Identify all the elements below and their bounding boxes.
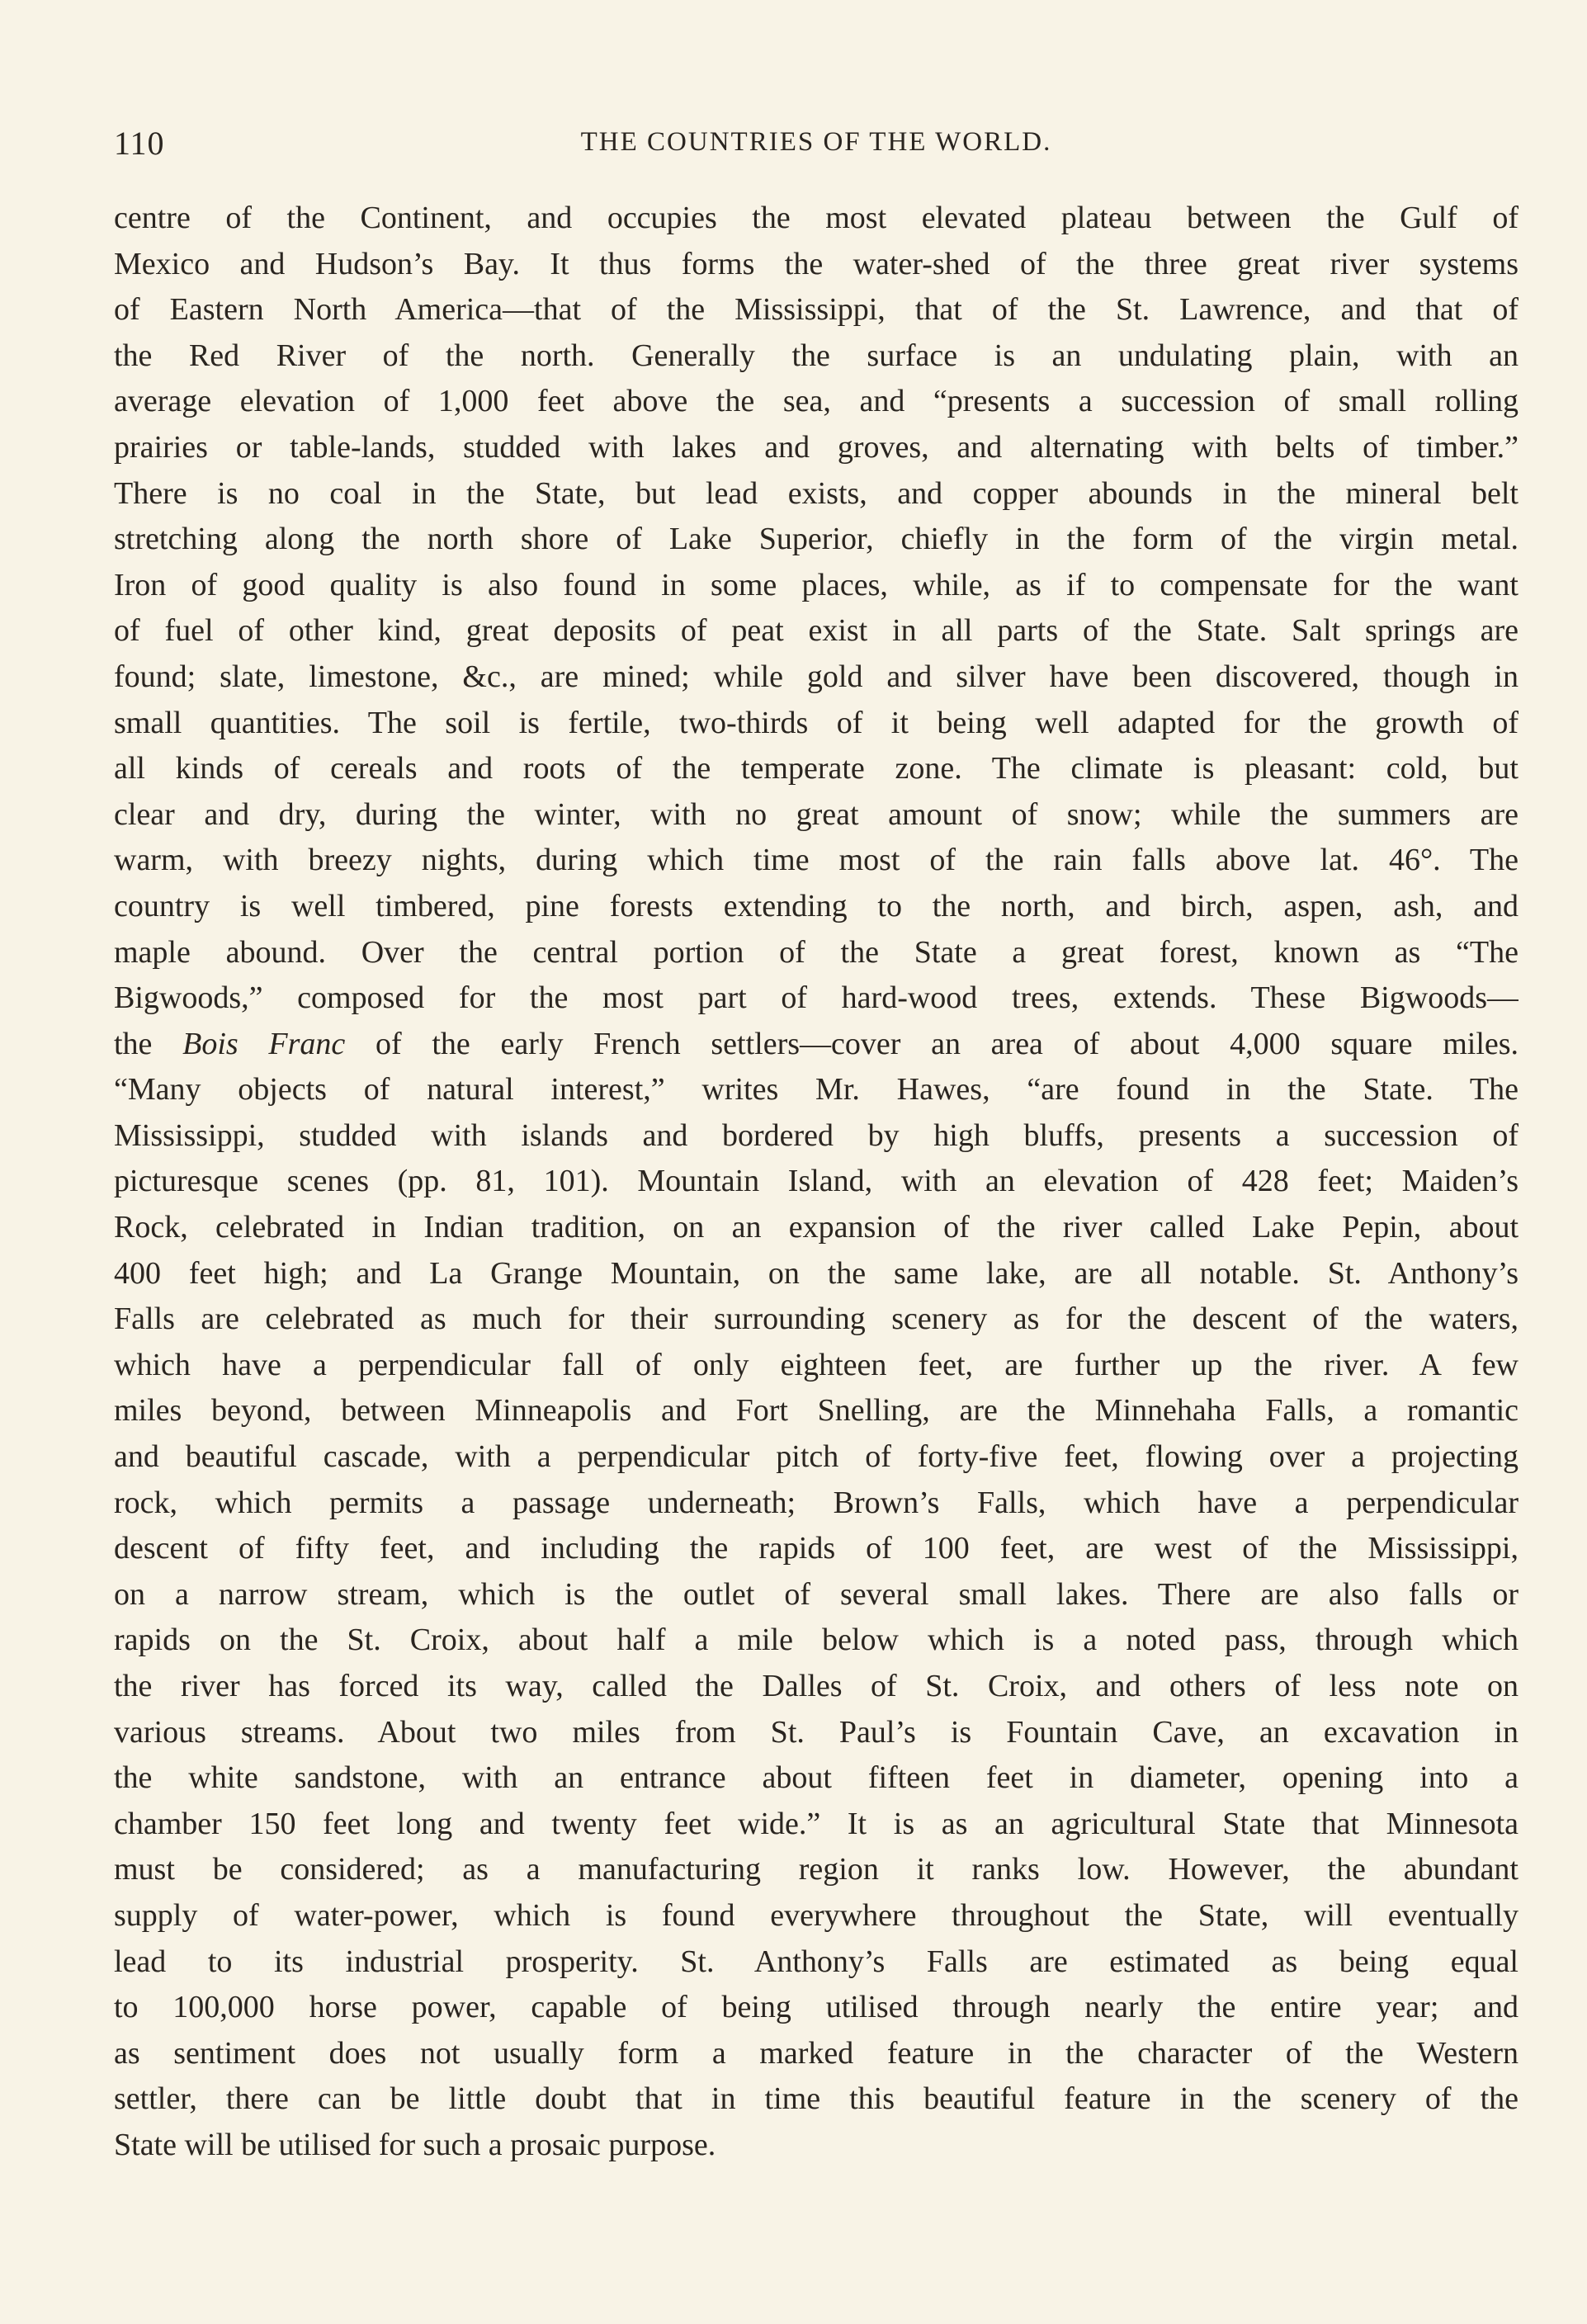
- text-line: Falls are celebrated as much for their surrounding scenery as for the descent of the waters,: [114, 1301, 1519, 1337]
- text-line: various streams. About two miles from St. Paul’s is Fountain Cave, an excavation in: [114, 1714, 1519, 1750]
- text-line: which have a perpendicular fall of only eighteen feet, are further up the river. A few: [114, 1347, 1519, 1382]
- text-line: Rock, celebrated in Indian tradition, on an expansion of the river called Lake Pepin, about: [114, 1210, 1519, 1245]
- text-line: lead to its industrial prosperity. St. Anthony’s Falls are estimated as being equal: [114, 1944, 1519, 1979]
- text-line: picturesque scenes (pp. 81, 101). Mountain Island, with an elevation of 428 feet; Maiden’s: [114, 1164, 1519, 1199]
- text-line: small quantities. The soil is fertile, two-thirds of it being well adapted for the growth of: [114, 705, 1519, 740]
- text-line-with-italic: [114, 1022, 1519, 1068]
- text-line: rapids on the St. Croix, about half a mile below which is a noted pass, through which: [114, 1623, 1519, 1658]
- text-line: settler, there can be little doubt that in time this beautiful feature in the scenery of the: [114, 2081, 1519, 2117]
- running-head: [114, 124, 1519, 165]
- text-line: There is no coal in the State, but lead exists, and copper abounds in the mineral belt: [114, 475, 1519, 511]
- line-start: the: [114, 1026, 153, 1061]
- text-line: stretching along the north shore of Lake Superior, chiefly in the form of the virgin metal.: [114, 522, 1519, 557]
- text-line: prairies or table-lands, studded with lakes and groves, and alternating with belts of timber.”: [114, 429, 1519, 465]
- text-line: centre of the Continent, and occupies the most elevated plateau between the Gulf of: [114, 201, 1519, 235]
- text-line: clear and dry, during the winter, with no great amount of snow; while the summers are: [114, 796, 1519, 832]
- running-title: THE COUNTRIES OF THE WORLD.: [580, 127, 1052, 157]
- text-line: miles beyond, between Minneapolis and Fort Snelling, are the Minnehaha Falls, a romantic: [114, 1393, 1519, 1429]
- text-line: average elevation of 1,000 feet above the sea, and “presents a succession of small rolling: [114, 384, 1519, 419]
- page-number: 110: [114, 125, 165, 162]
- text-line: of Eastern North America—that of the Mississippi, that of the St. Lawrence, and that of: [114, 292, 1519, 328]
- text-line: descent of fifty feet, and including the rapids of 100 feet, are west of the Mississippi,: [114, 1531, 1519, 1566]
- text-line: of fuel of other kind, great deposits of peat exist in all parts of the State. Salt springs are: [114, 613, 1519, 649]
- text-line: maple abound. Over the central portion of the State a great forest, known as “The: [114, 934, 1519, 970]
- text-line: and beautiful cascade, with a perpendicular pitch of forty-five feet, flowing over a projecting: [114, 1439, 1519, 1475]
- text-line: Iron of good quality is also found in some places, while, as if to compensate for the want: [114, 567, 1519, 602]
- text-line: the Red River of the north. Generally the surface is an undulating plain, with an: [114, 338, 1519, 373]
- text-line: as sentiment does not usually form a marked feature in the character of the Western: [114, 2035, 1519, 2071]
- text-line: chamber 150 feet long and twenty feet wide.” It is as an agricultural State that Minnesota: [114, 1806, 1519, 1841]
- text-line: Mississippi, studded with islands and bordered by high bluffs, presents a succession of: [114, 1117, 1519, 1153]
- text-line: “Many objects of natural interest,” writes Mr. Hawes, “are found in the State. The: [114, 1072, 1519, 1108]
- text-line-last: State will be utilised for such a prosaic purpose.: [114, 2127, 716, 2162]
- text-line: supply of water-power, which is found everywhere throughout the State, will eventually: [114, 1897, 1519, 1933]
- text-line: rock, which permits a passage underneath; Brown’s Falls, which have a perpendicular: [114, 1485, 1519, 1520]
- text-line: to 100,000 horse power, capable of being utilised through nearly the entire year; and: [114, 1990, 1519, 2025]
- text-line: country is well timbered, pine forests extending to the north, and birch, aspen, ash, and: [114, 888, 1519, 923]
- text-line: found; slate, limestone, &c., are mined; while gold and silver have been discovered, though in: [114, 659, 1519, 694]
- text-line: warm, with breezy nights, during which time most of the rain falls above lat. 46°. The: [114, 843, 1519, 878]
- text-line: the white sandstone, with an entrance about fifteen feet in diameter, opening into a: [114, 1760, 1519, 1796]
- body-paragraph: [114, 196, 1519, 2169]
- line-rest: of the early French settlers—cover an area of about 4,000 square miles.: [375, 1026, 1519, 1061]
- text-line: 400 feet high; and La Grange Mountain, on the same lake, are all notable. St. Anthony’s: [114, 1255, 1519, 1291]
- text-line: the river has forced its way, called the Dalles of St. Croix, and others of less note on: [114, 1669, 1519, 1703]
- italic-term: Bois Franc: [182, 1026, 346, 1061]
- text-line: on a narrow stream, which is the outlet of several small lakes. There are also falls or: [114, 1576, 1519, 1612]
- text-line: must be considered; as a manufacturing region it ranks low. However, the abundant: [114, 1852, 1519, 1887]
- text-line: all kinds of cereals and roots of the temperate zone. The climate is pleasant: cold, but: [114, 751, 1519, 786]
- text-line: Mexico and Hudson’s Bay. It thus forms the water-shed of the three great river systems: [114, 246, 1519, 281]
- text-line: Bigwoods,” composed for the most part of hard-wood trees, extends. These Bigwoods—: [114, 980, 1519, 1016]
